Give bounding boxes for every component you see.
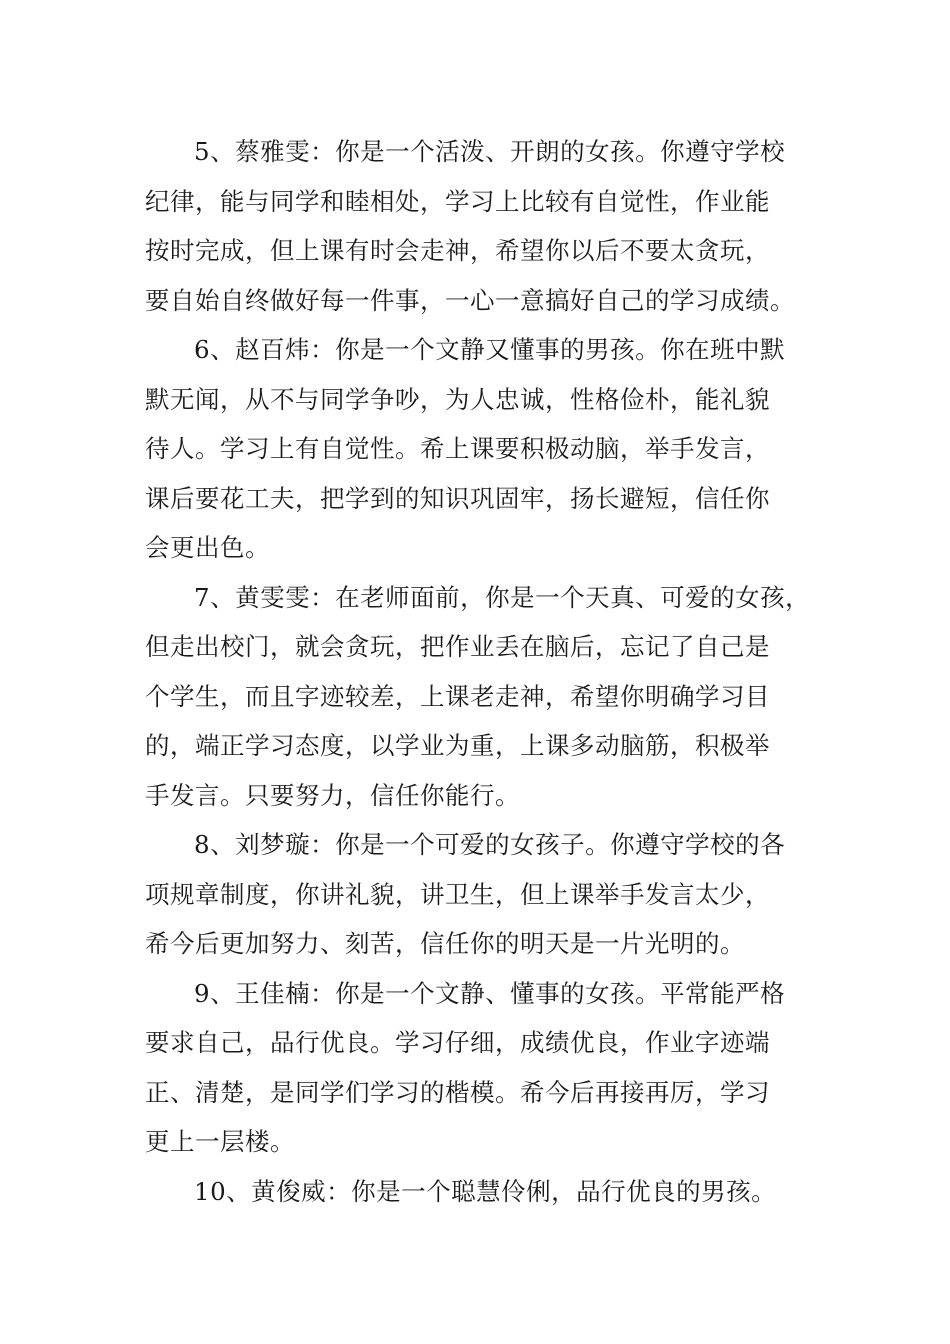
- text-line: 按时完成，但上课有时会走神，希望你以后不要太贪玩，: [145, 236, 770, 265]
- text-line: 手发言。只要努力，信任你能行。: [145, 780, 520, 810]
- text-line: 默无闻，从不与同学争吵，为人忠诚，性格俭朴，能礼貌: [145, 384, 770, 414]
- text-line: 9、王佳楠：你是一个文静、懂事的女孩。平常能严格: [194, 978, 786, 1008]
- text-line: 会更出色。: [145, 533, 270, 562]
- text-line: 10、黄俊威：你是一个聪慧伶俐，品行优良的男孩。: [194, 1176, 777, 1206]
- text-line: 正、清楚，是同学们学习的楷模。希今后再接再厉，学习: [145, 1077, 770, 1107]
- text-line: 项规章制度，你讲礼貌，讲卫生，但上课举手发言太少，: [145, 879, 770, 909]
- text-line: 5、蔡雅雯：你是一个活泼、开朗的女孩。你遵守学校: [194, 137, 786, 166]
- text-line: 纪律，能与同学和睦相处，学习上比较有自觉性，作业能: [145, 186, 770, 216]
- text-line: 的，端正学习态度，以学业为重，上课多动脑筋，积极举: [145, 731, 770, 760]
- text-line: 课后要花工夫，把学到的知识巩固牢，扬长避短，信任你: [145, 483, 770, 513]
- text-line: 要自始自终做好每一件事，一心一意搞好自己的学习成绩。: [145, 285, 795, 315]
- text-line: 希今后更加努力、刻苦，信任你的明天是一片光明的。: [145, 929, 745, 958]
- text-line: 待人。学习上有自觉性。希上课要积极动脑，举手发言，: [145, 434, 770, 463]
- text-line: 个学生，而且字迹较差，上课老走神，希望你明确学习目: [145, 681, 770, 711]
- text-line: 更上一层楼。: [145, 1127, 295, 1156]
- text-line: 8、刘梦璇：你是一个可爱的女孩子。你遵守学校的各: [194, 830, 786, 859]
- document-body: [145, 127, 845, 1216]
- text-line: 6、赵百炜：你是一个文静又懂事的男孩。你在班中默: [194, 335, 786, 364]
- text-line: 但走出校门，就会贪玩，把作业丢在脑后，忘记了自己是: [145, 632, 770, 661]
- text-line: 要求自己，品行优良。学习仔细，成绩优良，作业字迹端: [145, 1028, 770, 1057]
- text-line: 7、黄雯雯：在老师面前，你是一个天真、可爱的女孩，: [194, 582, 811, 612]
